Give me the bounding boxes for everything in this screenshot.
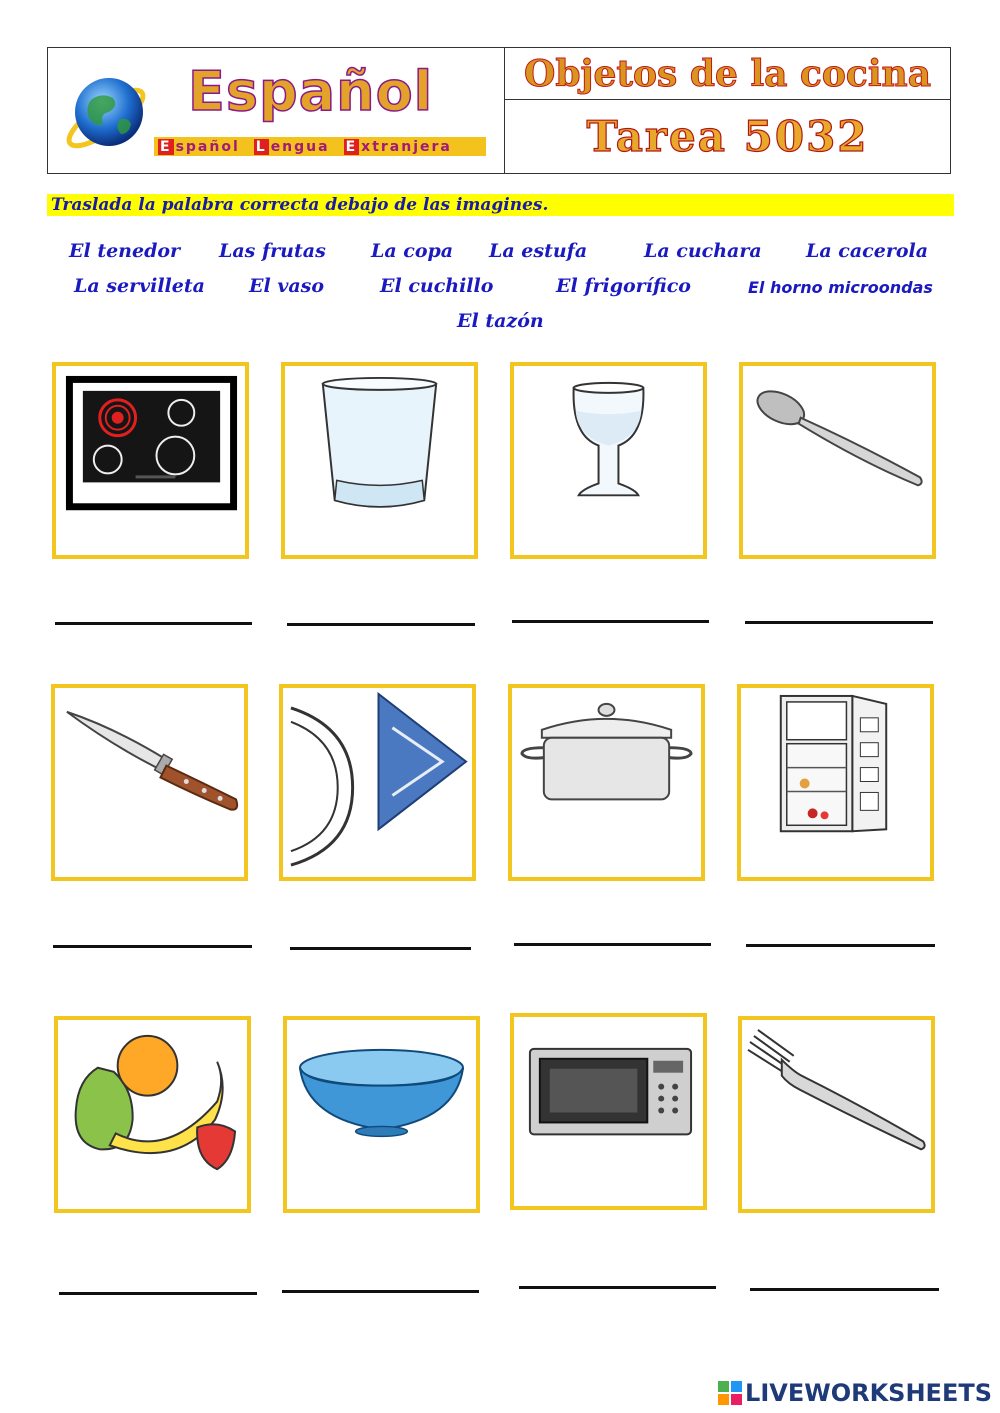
title-box — [505, 48, 950, 173]
answer-line[interactable] — [55, 622, 252, 625]
word-bank-item[interactable]: La cuchara — [644, 240, 762, 262]
picture-box-glass — [281, 362, 478, 559]
word-bank-item[interactable]: Las frutas — [219, 240, 326, 262]
picture-box-bowl — [283, 1016, 480, 1213]
picture-box-wine-glass — [510, 362, 707, 559]
answer-line[interactable] — [514, 943, 711, 946]
picture-box-fork — [738, 1016, 935, 1213]
answer-line[interactable] — [59, 1292, 257, 1295]
picture-box-pot — [508, 684, 705, 881]
word-bank-item[interactable]: El tenedor — [69, 240, 181, 262]
wine-glass-icon — [514, 366, 703, 555]
answer-line[interactable] — [745, 621, 933, 624]
word-bank-item[interactable]: El frigorífico — [556, 275, 691, 297]
fridge-icon — [741, 688, 930, 877]
picture-box-fridge — [737, 684, 934, 881]
fruits-icon — [58, 1020, 247, 1209]
answer-line[interactable] — [519, 1286, 716, 1289]
picture-box-fruits — [54, 1016, 251, 1213]
microwave-icon — [514, 1017, 703, 1206]
word-bank-item[interactable]: La servilleta — [74, 275, 205, 297]
bowl-icon — [287, 1020, 476, 1209]
napkin-icon — [283, 688, 472, 877]
instruction-text: Traslada la palabra correcta debajo de las imagines. — [47, 194, 954, 216]
liveworksheets-footer — [717, 1379, 992, 1407]
answer-line[interactable] — [53, 945, 252, 948]
picture-box-spoon — [739, 362, 936, 559]
glass-icon — [285, 366, 474, 555]
answer-line[interactable] — [282, 1290, 479, 1293]
word-bank-item[interactable]: La copa — [371, 240, 454, 262]
globe-icon — [61, 70, 151, 160]
picture-box-stove — [52, 362, 249, 559]
answer-line[interactable] — [287, 623, 475, 626]
word-bank-item[interactable]: La cacerola — [806, 240, 929, 262]
answer-line[interactable] — [512, 620, 709, 623]
word-bank-item[interactable]: La estufa — [489, 240, 588, 262]
picture-box-microwave — [510, 1013, 707, 1210]
liveworksheets-logo-icon — [717, 1380, 743, 1406]
word-bank-item[interactable]: El vaso — [249, 275, 325, 297]
picture-box-napkin — [279, 684, 476, 881]
fork-icon — [742, 1020, 931, 1209]
brand-subtitle: E spañol L engua E xtranjera — [154, 137, 486, 156]
spoon-icon — [743, 366, 932, 555]
stove-icon — [56, 366, 245, 555]
worksheet-title: Objetos de la cocina — [505, 48, 950, 100]
word-bank-item[interactable]: El cuchillo — [380, 275, 494, 297]
answer-line[interactable] — [290, 947, 471, 950]
liveworksheets-brand: LIVEWORKSHEETS — [745, 1379, 992, 1407]
brand-title: Español — [188, 60, 434, 123]
answer-line[interactable] — [746, 944, 935, 947]
pot-icon — [512, 688, 701, 877]
word-bank-item[interactable]: El horno microondas — [748, 278, 933, 297]
word-bank-item[interactable]: El tazón — [457, 310, 544, 332]
task-number: Tarea 5032 — [586, 112, 869, 161]
knife-icon — [55, 688, 244, 877]
answer-line[interactable] — [750, 1288, 939, 1291]
picture-box-knife — [51, 684, 248, 881]
